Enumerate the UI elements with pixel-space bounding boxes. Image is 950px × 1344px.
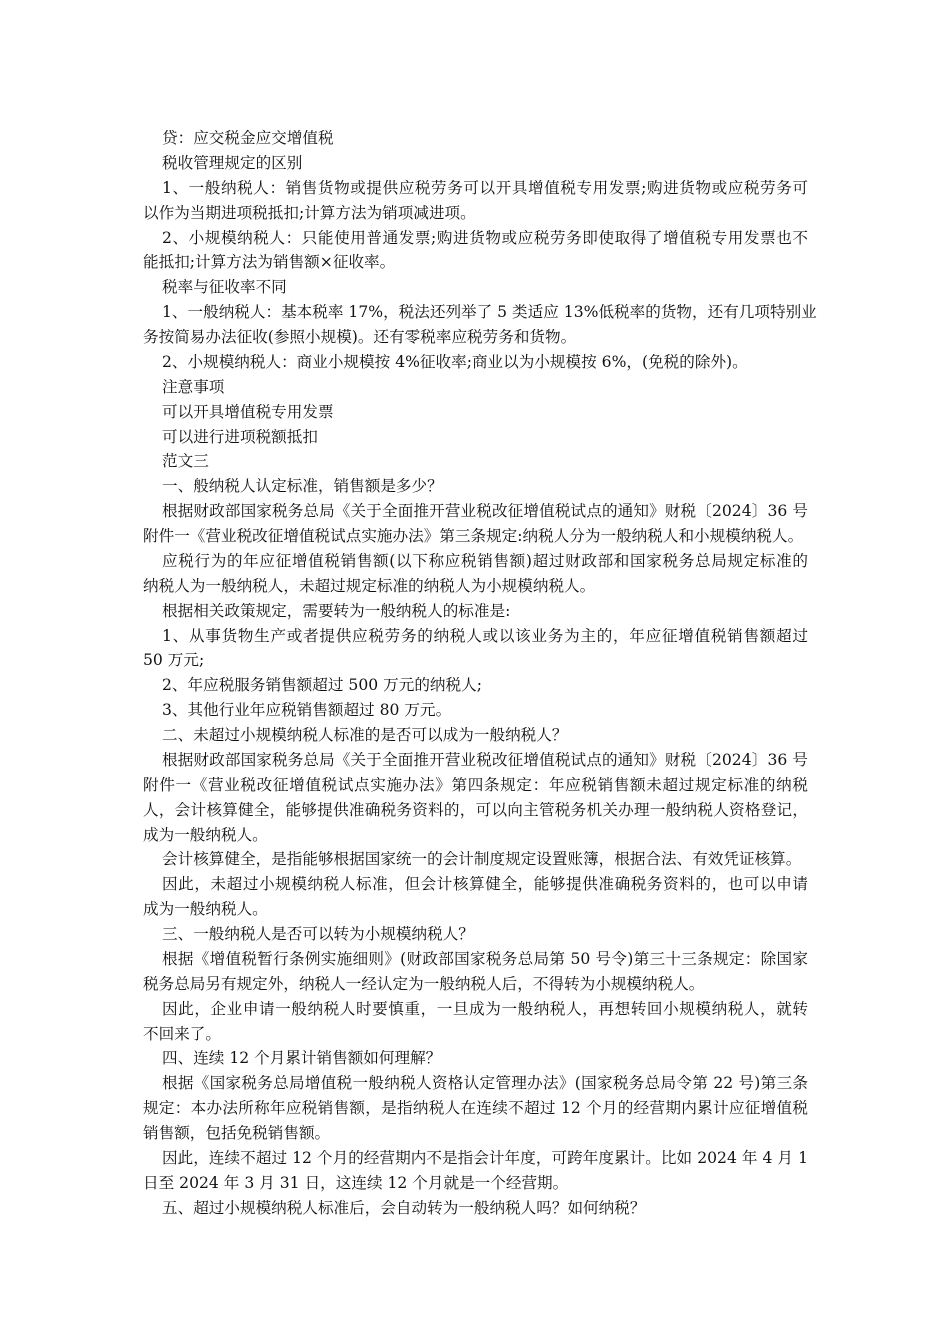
text-line: 1、一般纳税人：基本税率 17%，税法还列举了 5 类适应 13%低税率的货物，还有几项特别业 <box>162 303 817 322</box>
paragraph <box>143 176 808 226</box>
text-line: 税务总局另有规定外，纳税人一经认定为一般纳税人后，不得转为小规模纳税人。 <box>143 974 705 993</box>
text-line: 2、小规模纳税人：商业小规模按 4%征收率;商业以为小规模按 6%，(免税的除外)。 <box>162 352 748 371</box>
text-line: 可以进行进项税额抵扣 <box>162 427 318 446</box>
paragraph <box>143 1071 808 1146</box>
paragraph <box>143 350 808 375</box>
text-line: 2、年应税服务销售额超过 500 万元的纳税人; <box>162 676 482 695</box>
text-line: 因此，未超过小规模纳税人标准，但会计核算健全，能够提供准确税务资料的，也可以申请 <box>162 875 808 894</box>
paragraph <box>143 599 808 624</box>
text-line: 3、其他行业年应税销售额超过 80 万元。 <box>162 701 452 720</box>
text-line: 四、连续 12 个月累计销售额如何理解？ <box>162 1049 442 1068</box>
text-line: 贷：应交税金应交增值税 <box>162 129 334 147</box>
section-heading <box>143 723 808 748</box>
text-line: 日至 2024 年 3 月 31 日，这连续 12 个月就是一个经营期。 <box>143 1173 569 1192</box>
section-heading <box>143 1196 808 1221</box>
text-line: 税率与征收率不同 <box>162 278 287 297</box>
text-line: 二、未超过小规模纳税人标准的是否可以成为一般纳税人？ <box>162 726 568 744</box>
text-line: 根据相关政策规定，需要转为一般纳税人的标准是: <box>162 601 511 620</box>
text-line: 成为一般纳税人。 <box>143 900 268 919</box>
document-body <box>143 126 817 1221</box>
text-line: 成为一般纳税人。 <box>143 825 268 844</box>
text-line: 根据财政部国家税务总局《关于全面推开营业税改征增值税试点的通知》财税〔2024〕36 号 <box>162 502 808 521</box>
text-line: 注意事项 <box>162 377 225 396</box>
paragraph <box>143 673 808 698</box>
text-line: 税收管理规定的区别 <box>162 153 303 172</box>
text-line: 三、一般纳税人是否可以转为小规模纳税人？ <box>162 925 474 943</box>
text-line: 根据《增值税暂行条例实施细则》(财政部国家税务总局第 50 号令)第三十三条规定：除国家 <box>162 949 808 968</box>
paragraph <box>143 1146 808 1196</box>
text-line: 可以开具增值税专用发票 <box>162 402 334 421</box>
text-line: 务按简易办法征收(参照小规模)。还有零税率应税劳务和货物。 <box>143 328 577 346</box>
text-line: 50 万元; <box>143 651 205 670</box>
text-line: 范文三 <box>162 452 209 471</box>
paragraph <box>143 947 808 997</box>
paragraph <box>143 872 808 922</box>
text-line: 附件一《营业税改征增值税试点实施办法》第三条规定:纳税人分为一般纳税人和小规模纳税人。 <box>143 527 804 545</box>
section-heading <box>143 151 808 176</box>
text-line: 纳税人为一般纳税人，未超过规定标准的纳税人为小规模纳税人。 <box>143 576 596 595</box>
paragraph <box>143 997 808 1047</box>
text-line: 人，会计核算健全，能够提供准确税务资料的，可以向主管税务机关办理一般纳税人资格登记， <box>143 800 808 819</box>
paragraph <box>143 847 808 872</box>
section-heading <box>143 275 808 300</box>
text-line: 1、一般纳税人：销售货物或提供应税劳务可以开具增值税专用发票;购进货物或应税劳务可 <box>162 178 808 197</box>
text-line: 会计核算健全，是指能够根据国家统一的会计制度规定设置账簿，根据合法、有效凭证核算。 <box>162 850 802 869</box>
text-line: 根据《国家税务总局增值税一般纳税人资格认定管理办法》(国家税务总局令第 22 号)第三条 <box>162 1074 808 1093</box>
paragraph <box>143 748 808 848</box>
text-line: 一、般纳税人认定标准，销售额是多少？ <box>162 477 443 496</box>
text-line: 根据财政部国家税务总局《关于全面推开营业税改征增值税试点的通知》财税〔2024〕36 号 <box>162 750 808 769</box>
paragraph <box>143 549 808 599</box>
text-line: 以作为当期进项税抵扣;计算方法为销项减进项。 <box>143 203 476 222</box>
text-line: 1、从事货物生产或者提供应税劳务的纳税人或以该业务为主的，年应征增值税销售额超过 <box>162 626 808 645</box>
section-heading <box>143 375 808 400</box>
text-line: 因此，企业申请一般纳税人时要慎重，一旦成为一般纳税人，再想转回小规模纳税人，就转 <box>162 999 808 1018</box>
paragraph <box>143 400 808 425</box>
paragraph <box>143 126 808 151</box>
text-line: 附件一《营业税改征增值税试点实施办法》第四条规定：年应税销售额未超过规定标准的纳税 <box>143 775 808 794</box>
paragraph <box>143 499 808 549</box>
paragraph <box>143 425 808 450</box>
text-line: 销售额，包括免税销售额。 <box>143 1124 331 1142</box>
text-line: 不回来了。 <box>143 1024 221 1043</box>
text-line: 应税行为的年应征增值税销售额(以下称应税销售额)超过财政部和国家税务总局规定标准的 <box>162 551 808 570</box>
paragraph <box>143 226 808 276</box>
section-heading <box>143 1046 808 1071</box>
text-line: 能抵扣;计算方法为销售额×征收率。 <box>143 253 396 272</box>
text-line: 五、超过小规模纳税人标准后，会自动转为一般纳税人吗？如何纳税？ <box>162 1198 646 1217</box>
text-line: 因此，连续不超过 12 个月的经营期内不是指会计年度，可跨年度累计。比如 2024 年 4 月 1 <box>162 1148 808 1167</box>
section-heading <box>143 474 808 499</box>
paragraph <box>143 698 808 723</box>
paragraph <box>143 624 808 674</box>
paragraph <box>143 300 817 350</box>
section-heading <box>143 922 808 947</box>
text-line: 2、小规模纳税人：只能使用普通发票;购进货物或应税劳务即使取得了增值税专用发票也不 <box>162 228 808 247</box>
text-line: 规定：本办法所称年应税销售额，是指纳税人在连续不超过 12 个月的经营期内累计应征增值税 <box>143 1099 808 1118</box>
section-heading <box>143 449 808 474</box>
